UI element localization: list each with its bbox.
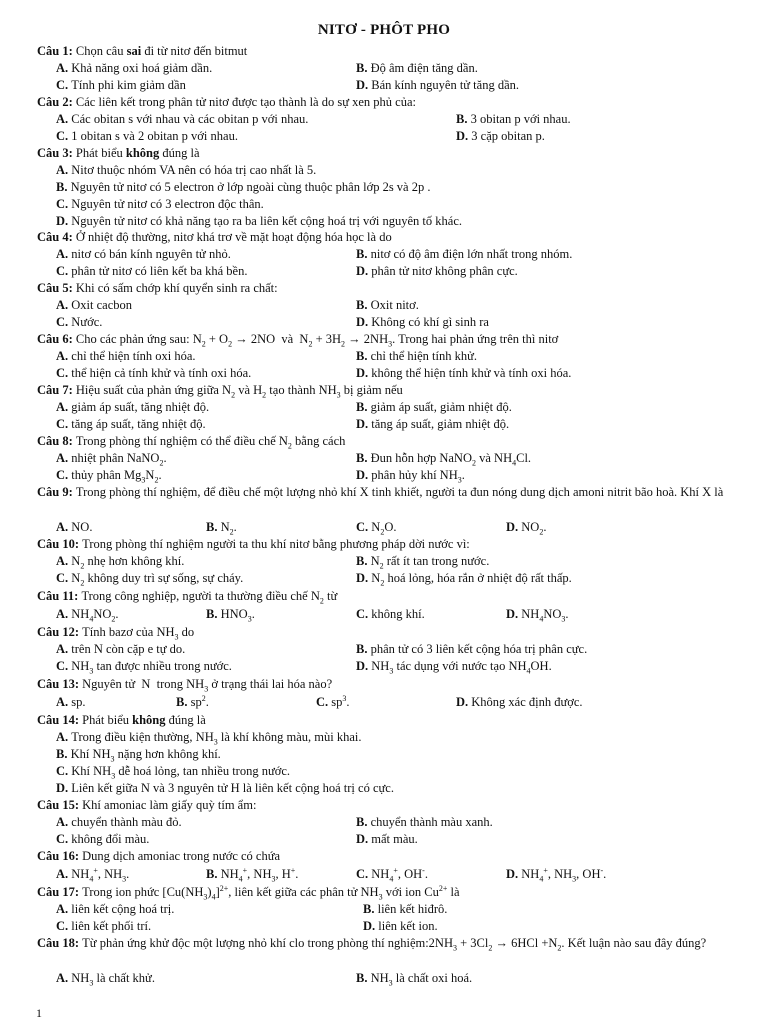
option-label: A. — [56, 451, 72, 465]
option-text: NO. — [71, 520, 93, 534]
option-text: Các obitan s với nhau và các obitan p với nhau. — [71, 112, 309, 126]
question-17-text: Trong ion phức $[Cu(NH_3)_4]^{2+}$, liên kết giữa các phân tử $NH_3$ với ion $Cu^{2+}$ là — [82, 883, 460, 902]
option-label: D. — [506, 520, 522, 534]
question-5-stem — [37, 280, 749, 297]
option-label: B. — [363, 902, 378, 916]
question-7-option-a — [56, 399, 209, 416]
option-label: A. — [56, 247, 72, 261]
question-16-option-b — [206, 866, 298, 883]
question-17-option-c — [56, 918, 151, 935]
question-15-option-b — [356, 814, 493, 831]
option-text: $NH_3$ tan được nhiều trong nước. — [71, 659, 232, 676]
question-2-number: Câu 2: — [37, 95, 76, 109]
option-text: Tính phi kim giảm dần — [71, 78, 186, 92]
question-6-text: Cho các phản ứng sau: $N_2 + O_2 \to 2NO$ và $N_2 + 3H_2 \to 2NH_3$. Trong hai phản ứng trên thì nitơ — [75, 332, 559, 349]
option-text: tăng áp suất, giảm nhiệt độ. — [371, 417, 510, 431]
question-6-option-a — [56, 348, 196, 365]
option-text: giảm áp suất, tăng nhiệt độ. — [71, 400, 210, 414]
option-label: C. — [56, 659, 72, 673]
option-label: D. — [456, 129, 472, 143]
question-11-option-a — [56, 606, 119, 623]
option-label: C. — [56, 197, 72, 211]
question-17-option-d — [363, 918, 438, 935]
option-text: phân tử nitơ có liên kết ba khá bền. — [71, 264, 248, 278]
question-6-option-b — [356, 348, 477, 365]
option-text: Nguyên tử nitơ có khả năng tạo ra ba liên kết cộng hoá trị với nguyên tố khác. — [71, 214, 463, 228]
option-label: C. — [56, 919, 72, 933]
option-label: A. — [56, 971, 72, 985]
question-8-stem — [37, 433, 749, 450]
option-label: A. — [56, 61, 72, 75]
question-16-option-d — [506, 866, 606, 883]
question-2-option-a — [56, 111, 308, 128]
question-2-option-d — [456, 128, 545, 145]
option-text: 3 obitan p với nhau. — [470, 112, 571, 126]
option-text: không thể hiện tính khử và tính oxi hóa. — [371, 366, 572, 380]
option-label: D. — [456, 695, 472, 709]
option-label: A. — [56, 815, 72, 829]
question-5-option-a — [56, 297, 132, 314]
option-label: C. — [56, 571, 72, 585]
question-14-text: Phát biểu không đúng là — [82, 713, 206, 727]
option-label: B. — [206, 607, 221, 621]
option-text: Trong điều kiện thường, $NH_3$ là khí không màu, mùi khai. — [71, 730, 362, 747]
option-text: Nguyên tử nitơ có 3 electron độc thân. — [71, 197, 264, 211]
option-label: D. — [506, 607, 522, 621]
question-13-number: Câu 13: — [37, 677, 83, 691]
option-text: sp. — [71, 695, 86, 709]
option-text: Nguyên tử nitơ có 5 electron ở lớp ngoài cùng thuộc phân lớp 2s và 2p . — [70, 180, 431, 194]
question-1-option-b — [356, 60, 478, 77]
option-label: C. — [56, 129, 72, 143]
question-1-number: Câu 1: — [37, 44, 76, 58]
option-label: C. — [56, 366, 72, 380]
question-12-option-c — [56, 658, 232, 675]
option-text: $NH_3$ là chất oxi hoá. — [370, 971, 473, 988]
option-label: C. — [56, 417, 72, 431]
question-1-option-a — [56, 60, 212, 77]
option-label: D. — [356, 78, 372, 92]
option-text: mất màu. — [371, 832, 418, 846]
option-label: D. — [506, 867, 522, 881]
option-text: $NH_3$ tác dụng với nước tạo $NH_4OH$. — [371, 659, 552, 676]
option-label: B. — [356, 61, 371, 75]
option-text: $N_2$. — [220, 520, 237, 537]
question-2-text: Các liên kết trong phân tử nitơ được tạo thành là do sự xen phủ của: — [75, 95, 416, 109]
question-17-option-b — [363, 901, 447, 918]
question-4-stem — [37, 229, 749, 246]
question-8-option-b — [356, 450, 531, 467]
question-15-stem — [37, 797, 749, 814]
option-label: C. — [56, 764, 72, 778]
question-1-option-d — [356, 77, 519, 94]
question-7-text: Hiệu suất của phản ứng giữa $N_2$ và $H_2$ tạo thành $NH_3$ bị giảm nếu — [75, 383, 403, 400]
question-10-option-a — [56, 553, 184, 570]
question-12-stem — [37, 624, 749, 641]
question-9-option-c — [356, 519, 396, 536]
question-13-option-b — [176, 694, 209, 711]
option-text: Không có khí gì sinh ra — [371, 315, 489, 329]
question-5-option-d — [356, 314, 489, 331]
option-label: D. — [356, 366, 372, 380]
option-text: chuyển thành màu xanh. — [370, 815, 493, 829]
option-text: Khí $NH_3$ dễ hoá lỏng, tan nhiều trong nước. — [71, 764, 291, 781]
option-text: $N_2$ hoá lỏng, hóa rắn ở nhiệt độ rất thấp. — [371, 571, 572, 588]
question-9-option-b — [206, 519, 237, 536]
question-11-option-b — [206, 606, 255, 623]
question-4-option-b — [356, 246, 572, 263]
option-label: B. — [356, 247, 371, 261]
option-text: phân tử nitơ không phân cực. — [371, 264, 518, 278]
question-15-text: Khí amoniac làm giấy quỳ tím ẩm: — [82, 798, 257, 812]
option-text: $N_2O$. — [371, 520, 397, 537]
question-1-option-c — [56, 77, 186, 94]
option-text: Nitơ thuộc nhóm VA nên có hóa trị cao nhất là 5. — [71, 163, 317, 177]
question-1-stem — [37, 43, 749, 60]
question-3-option-b — [56, 179, 430, 196]
question-15-option-d — [356, 831, 418, 848]
question-15-option-a — [56, 814, 182, 831]
option-label: B. — [356, 451, 371, 465]
question-4-option-c — [56, 263, 247, 280]
question-14-option-a — [56, 729, 361, 746]
option-label: C. — [56, 315, 72, 329]
question-16-stem — [37, 848, 749, 865]
option-label: D. — [356, 571, 372, 585]
option-text: Khả năng oxi hoá giảm dần. — [71, 61, 213, 75]
question-6-stem — [37, 331, 749, 348]
question-14-option-c — [56, 763, 290, 780]
option-text: $NO_2$. — [521, 520, 547, 537]
option-text: phân tử có 3 liên kết cộng hóa trị phân cực. — [370, 642, 588, 656]
question-10-option-c — [56, 570, 243, 587]
option-label: B. — [356, 642, 371, 656]
option-label: B. — [356, 971, 371, 985]
option-label: A. — [56, 349, 72, 363]
question-12-number: Câu 12: — [37, 625, 83, 639]
question-4-option-d — [356, 263, 518, 280]
question-13-text: Nguyên tử N trong $NH_3$ ở trạng thái lai hóa nào? — [82, 677, 333, 694]
question-4-number: Câu 4: — [37, 230, 76, 244]
option-label: B. — [356, 815, 371, 829]
option-text: 1 obitan s và 2 obitan p với nhau. — [71, 129, 238, 143]
option-text: giảm áp suất, giảm nhiệt độ. — [370, 400, 512, 414]
question-12-option-d — [356, 658, 552, 675]
option-text: liên kết cộng hoá trị. — [71, 902, 175, 916]
question-15-number: Câu 15: — [37, 798, 83, 812]
option-label: D. — [356, 468, 372, 482]
option-label: A. — [56, 867, 72, 881]
option-label: C. — [56, 264, 72, 278]
option-label: C. — [356, 520, 372, 534]
option-text: liên kết phối trí. — [71, 919, 152, 933]
question-11-number: Câu 11: — [37, 589, 82, 603]
option-label: B. — [356, 400, 371, 414]
question-18-option-b — [356, 970, 472, 987]
question-2-stem — [37, 94, 749, 111]
question-8-option-d — [356, 467, 465, 484]
option-text: không khí. — [371, 607, 425, 621]
question-16-text: Dung dịch amoniac trong nước có chứa — [82, 849, 281, 863]
question-5-option-b — [356, 297, 419, 314]
option-text: $NH_4^+$, $NH_3$, H+. — [220, 865, 299, 884]
question-3-stem — [37, 145, 749, 162]
question-14-stem — [37, 712, 749, 729]
question-9-number: Câu 9: — [37, 485, 76, 499]
question-13-option-c — [316, 694, 350, 711]
question-7-number: Câu 7: — [37, 383, 76, 397]
option-text: $N_2$ nhẹ hơn không khí. — [71, 554, 185, 571]
question-10-option-d — [356, 570, 572, 587]
question-14-number: Câu 14: — [37, 713, 83, 727]
question-3-text: Phát biểu không đúng là — [75, 146, 200, 160]
option-text: không đổi màu. — [71, 832, 150, 846]
option-text: Đun hỗn hợp NaNO$_2$ và $NH_4Cl$. — [370, 451, 532, 468]
option-label: D. — [56, 781, 72, 795]
question-18-stem — [37, 935, 749, 952]
question-8-option-c — [56, 467, 162, 484]
option-text: $NH_4NO_2$. — [71, 607, 119, 624]
question-3-option-c — [56, 196, 264, 213]
question-11-option-d — [506, 606, 569, 623]
option-text: Nước. — [71, 315, 103, 329]
question-7-option-c — [56, 416, 206, 433]
option-text: nitơ có bán kính nguyên tử nhỏ. — [71, 247, 231, 261]
option-text: trên N còn cặp e tự do. — [71, 642, 186, 656]
option-text: chỉ thể hiện tính khử. — [370, 349, 478, 363]
question-14-option-d — [56, 780, 394, 797]
option-text: Khí $NH_3$ nặng hơn không khí. — [70, 747, 221, 764]
question-12-text: Tính bazơ của $NH_3$ do — [82, 625, 195, 642]
question-14-option-b — [56, 746, 221, 763]
question-8-number: Câu 8: — [37, 434, 76, 448]
option-label: B. — [356, 298, 371, 312]
option-label: A. — [56, 400, 72, 414]
question-13-stem — [37, 676, 749, 693]
question-18-option-a — [56, 970, 155, 987]
option-text: Độ âm điện tăng dần. — [370, 61, 478, 75]
option-text: $N_2$ rất ít tan trong nước. — [370, 554, 490, 571]
question-5-text: Khi có sấm chớp khí quyển sinh ra chất: — [75, 281, 278, 295]
option-label: D. — [356, 315, 372, 329]
question-3-number: Câu 3: — [37, 146, 76, 160]
question-6-number: Câu 6: — [37, 332, 76, 346]
option-label: B. — [206, 520, 221, 534]
option-text: Liên kết giữa N và 3 nguyên tử H là liên kết cộng hoá trị có cực. — [71, 781, 394, 795]
option-text: liên kết ion. — [378, 919, 438, 933]
question-11-stem — [37, 588, 749, 605]
question-4-option-a — [56, 246, 231, 263]
question-3-option-d — [56, 213, 462, 230]
option-label: B. — [56, 180, 71, 194]
option-text: nitơ có độ âm điện lớn nhất trong nhóm. — [370, 247, 573, 261]
question-2-option-c — [56, 128, 238, 145]
option-text: phân hủy khí $NH_3$. — [371, 468, 465, 485]
option-label: C. — [56, 832, 72, 846]
question-9-stem — [37, 484, 749, 501]
page-title: NITƠ - PHÔT PHO — [317, 22, 451, 38]
option-label: D. — [56, 214, 72, 228]
question-17-stem — [37, 884, 749, 901]
option-text: $sp^3$. — [331, 693, 350, 709]
option-label: C. — [356, 867, 372, 881]
option-label: B. — [456, 112, 471, 126]
option-text: $NH_3$ là chất khử. — [71, 971, 155, 988]
question-6-option-d — [356, 365, 571, 382]
question-11-option-c — [356, 606, 425, 623]
option-label: A. — [56, 112, 72, 126]
option-text: $sp^2$. — [190, 693, 209, 709]
option-text: Không xác định được. — [471, 695, 583, 709]
question-3-option-a — [56, 162, 316, 179]
option-text: nhiệt phân NaNO$_2$. — [71, 451, 167, 468]
question-16-option-c — [356, 866, 428, 883]
option-text: $NH_4^+$, OH-. — [371, 865, 428, 884]
question-13-option-d — [456, 694, 583, 711]
option-text: $NH_4^+$, $NH_3$, OH-. — [521, 865, 607, 884]
question-7-option-d — [356, 416, 509, 433]
question-10-option-b — [356, 553, 489, 570]
option-label: A. — [56, 163, 72, 177]
question-1-text: Chọn câu sai đi từ nitơ đến bitmut — [75, 44, 248, 58]
option-label: C. — [356, 607, 372, 621]
question-5-number: Câu 5: — [37, 281, 76, 295]
option-label: B. — [206, 867, 221, 881]
option-text: 3 cặp obitan p. — [471, 129, 545, 143]
question-10-text: Trong phòng thí nghiệm người ta thu khí nitơ bằng phương pháp dời nước vì: — [82, 537, 470, 551]
option-label: A. — [56, 730, 72, 744]
option-label: D. — [356, 832, 372, 846]
option-text: $HNO_3$. — [220, 607, 255, 624]
question-16-number: Câu 16: — [37, 849, 83, 863]
option-label: D. — [356, 417, 372, 431]
option-label: A. — [56, 607, 72, 621]
question-16-option-a — [56, 866, 129, 883]
option-text: liên kết hiđrô. — [377, 902, 448, 916]
question-18-number: Câu 18: — [37, 936, 83, 950]
question-9-option-a — [56, 519, 92, 536]
page-number: 1 — [36, 1006, 42, 1020]
option-text: Oxit nitơ. — [370, 298, 419, 312]
question-7-stem — [37, 382, 749, 399]
option-text: $N_2$ không duy trì sự sống, sự cháy. — [71, 571, 244, 588]
option-label: A. — [56, 520, 72, 534]
option-text: Oxit cacbon — [71, 298, 133, 312]
option-text: Bán kính nguyên tử tăng dần. — [371, 78, 520, 92]
option-label: A. — [56, 902, 72, 916]
question-8-text: Trong phòng thí nghiệm có thể điều chế $N_2$ bằng cách — [75, 434, 346, 451]
question-17-option-a — [56, 901, 174, 918]
question-10-stem — [37, 536, 749, 553]
question-12-option-a — [56, 641, 185, 658]
option-label: B. — [176, 695, 191, 709]
question-11-text: Trong công nghiệp, người ta thường điều chế $N_2$ từ — [81, 589, 338, 606]
question-5-option-c — [56, 314, 102, 331]
option-text: tăng áp suất, tăng nhiệt độ. — [71, 417, 206, 431]
question-12-option-b — [356, 641, 587, 658]
question-7-option-b — [356, 399, 512, 416]
question-9-option-d — [506, 519, 546, 536]
option-label: B. — [356, 349, 371, 363]
question-2-option-b — [456, 111, 571, 128]
option-text: thể hiện cả tính khử và tính oxi hóa. — [71, 366, 252, 380]
question-6-option-c — [56, 365, 251, 382]
option-label: A. — [56, 554, 72, 568]
option-label: C. — [316, 695, 332, 709]
option-text: thủy phân $Mg_3N_2$. — [71, 468, 162, 485]
question-10-number: Câu 10: — [37, 537, 83, 551]
question-13-option-a — [56, 694, 86, 711]
option-label: D. — [356, 264, 372, 278]
option-text: chỉ thể hiện tính oxi hóa. — [71, 349, 196, 363]
option-label: C. — [56, 78, 72, 92]
question-8-option-a — [56, 450, 167, 467]
option-label: D. — [363, 919, 379, 933]
option-label: A. — [56, 695, 72, 709]
option-text: $NH_4^+$, $NH_3$. — [71, 865, 130, 884]
option-text: $NH_4NO_3$. — [521, 607, 569, 624]
option-text: chuyển thành màu đỏ. — [71, 815, 182, 829]
question-17-number: Câu 17: — [37, 885, 83, 899]
question-9-text: Trong phòng thí nghiệm, để điều chế một lượng nhỏ khí X tinh khiết, người ta đun nóng dung dịch amoni nitrit bão hoà. Khí X là — [75, 485, 724, 499]
option-label: C. — [56, 468, 72, 482]
question-18-text: Từ phản ứng khử độc một lượng nhỏ khí clo trong phòng thí $nghiệm:2NH_3 + 3Cl_2 \to 6HCl +N_2$. Kết luận nào sau đây đúng? — [82, 936, 707, 953]
question-15-option-c — [56, 831, 149, 848]
option-label: A. — [56, 642, 72, 656]
question-4-text: Ở nhiệt độ thường, nitơ khá trơ về mặt hoạt động hóa học là do — [75, 230, 392, 244]
option-label: B. — [56, 747, 71, 761]
option-label: B. — [356, 554, 371, 568]
option-label: D. — [356, 659, 372, 673]
option-label: A. — [56, 298, 72, 312]
